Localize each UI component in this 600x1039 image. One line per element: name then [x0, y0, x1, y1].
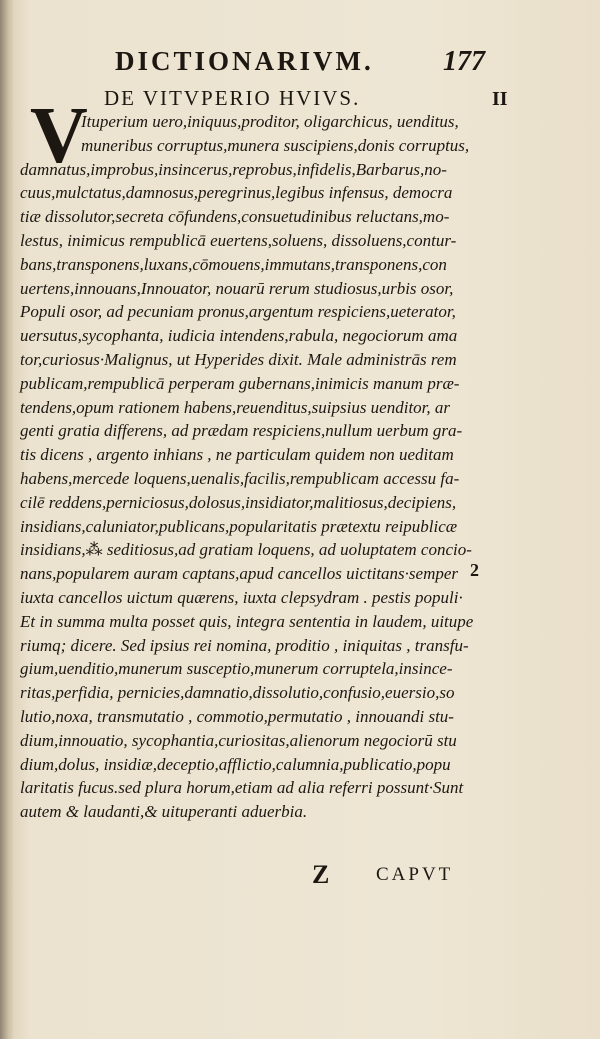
- text-line: laritatis fucus.sed plura horum,etiam ad alia referri possunt·Sunt: [20, 778, 464, 798]
- text-line: tor,curiosus·Malignus, ut Hyperides dixit. Male administrās rem: [20, 349, 457, 369]
- text-line: uersutus,sycophanta, iudicia intendens,rabula, negociorum ama: [20, 326, 458, 346]
- text-line: tis dicens , argento inhians , ne particulam quidem non ueditam: [20, 445, 454, 465]
- text-line: tendens,opum rationem habens,reuenditus,suipsius uenditor, ar: [20, 397, 451, 417]
- text-line: damnatus,improbus,insincerus,reprobus,infidelis,Barbarus,no-: [20, 159, 447, 179]
- text-line: gium,uenditio,munerum susceptio,munerum corruptela,insince-: [20, 659, 453, 679]
- text-line: ritas,perfidia, pernicies,damnatio,dissolutio,confusio,euersio,so: [20, 683, 455, 703]
- text-line: lutio,noxa, transmutatio , commotio,permutatio , innouandi stu-: [20, 706, 454, 726]
- section-title: DE VITVPERIO HVIVS.: [104, 86, 361, 110]
- text-line: insidians,⁂ seditiosus,ad gratiam loquens, ad uoluptatem concio-: [20, 540, 472, 560]
- page-number: 177: [443, 46, 485, 77]
- text-line: insidians,caluniator,publicans,popularitatis prætextu reipublicæ: [20, 516, 458, 536]
- text-line: Ituperium uero,iniquus,proditor, oligarchicus, uenditus,: [81, 112, 459, 131]
- margin-note: 2: [470, 560, 479, 580]
- text-line: Et in summa multa posset quis, integra sententia in laudem, uitupe: [20, 611, 474, 631]
- drop-initial: V: [30, 92, 88, 180]
- text-line: nans,popularem auram captans,apud cancellos uictitans·semper: [20, 564, 459, 584]
- text-line: Populi osor, ad pecuniam pronus,argentum respiciens,ueterator,: [20, 302, 456, 322]
- catchword: CAPVT: [376, 864, 454, 885]
- text-line: tiæ dissolutor,secreta cōfundens,consuetudinibus reluctans,mo-: [20, 207, 450, 227]
- running-head: [0, 46, 600, 82]
- running-title: DICTIONARIVM.: [115, 46, 374, 76]
- signature-mark: Z: [312, 860, 330, 889]
- text-line: publicam,rempublicā perperam gubernans,inimicis manum præ-: [20, 373, 460, 393]
- text-line: iuxta cancellos uictum quærens, iuxta clepsydram . pestis populi·: [20, 587, 463, 607]
- text-line: cilē reddens,perniciosus,dolosus,insidiator,malitiosus,decipiens,: [20, 492, 457, 512]
- text-line: dium,dolus, insidiæ,deceptio,afflictio,calumnia,publicatio,popu: [20, 754, 451, 774]
- text-line: dium,innouatio, sycophantia,curiositas,alienorum negociorū stu: [20, 730, 457, 750]
- text-line: habens,mercede loquens,uenalis,facilis,rempublicam accessu fa-: [20, 468, 460, 488]
- text-line: riumq; dicere. Sed ipsius rei nomina, proditio , iniquitas , transfu-: [20, 635, 469, 655]
- text-line: bans,transponens,luxans,cōmouens,immutans,transponens,con: [20, 254, 447, 274]
- text-line: genti gratia differens, ad prædam respiciens,nullum uerbum gra-: [20, 421, 463, 441]
- margin-section-number: II: [492, 88, 508, 110]
- catchline: [0, 860, 600, 890]
- text-line: muneribus corruptus,munera suscipiens,donis corruptus,: [81, 135, 470, 155]
- text-line: cuus,mulctatus,damnosus,peregrinus,legibus infensus, democra: [20, 183, 453, 203]
- text-line: autem & laudanti,& uituperanti aduerbia.: [20, 802, 308, 822]
- text-line: lestus, inimicus rempublicā euertens,soluens, dissoluens,contur-: [20, 230, 457, 250]
- body-text: [20, 110, 490, 824]
- text-line: uertens,innouans,Innouator, nouarū rerum studiosus,urbis osor,: [20, 278, 454, 298]
